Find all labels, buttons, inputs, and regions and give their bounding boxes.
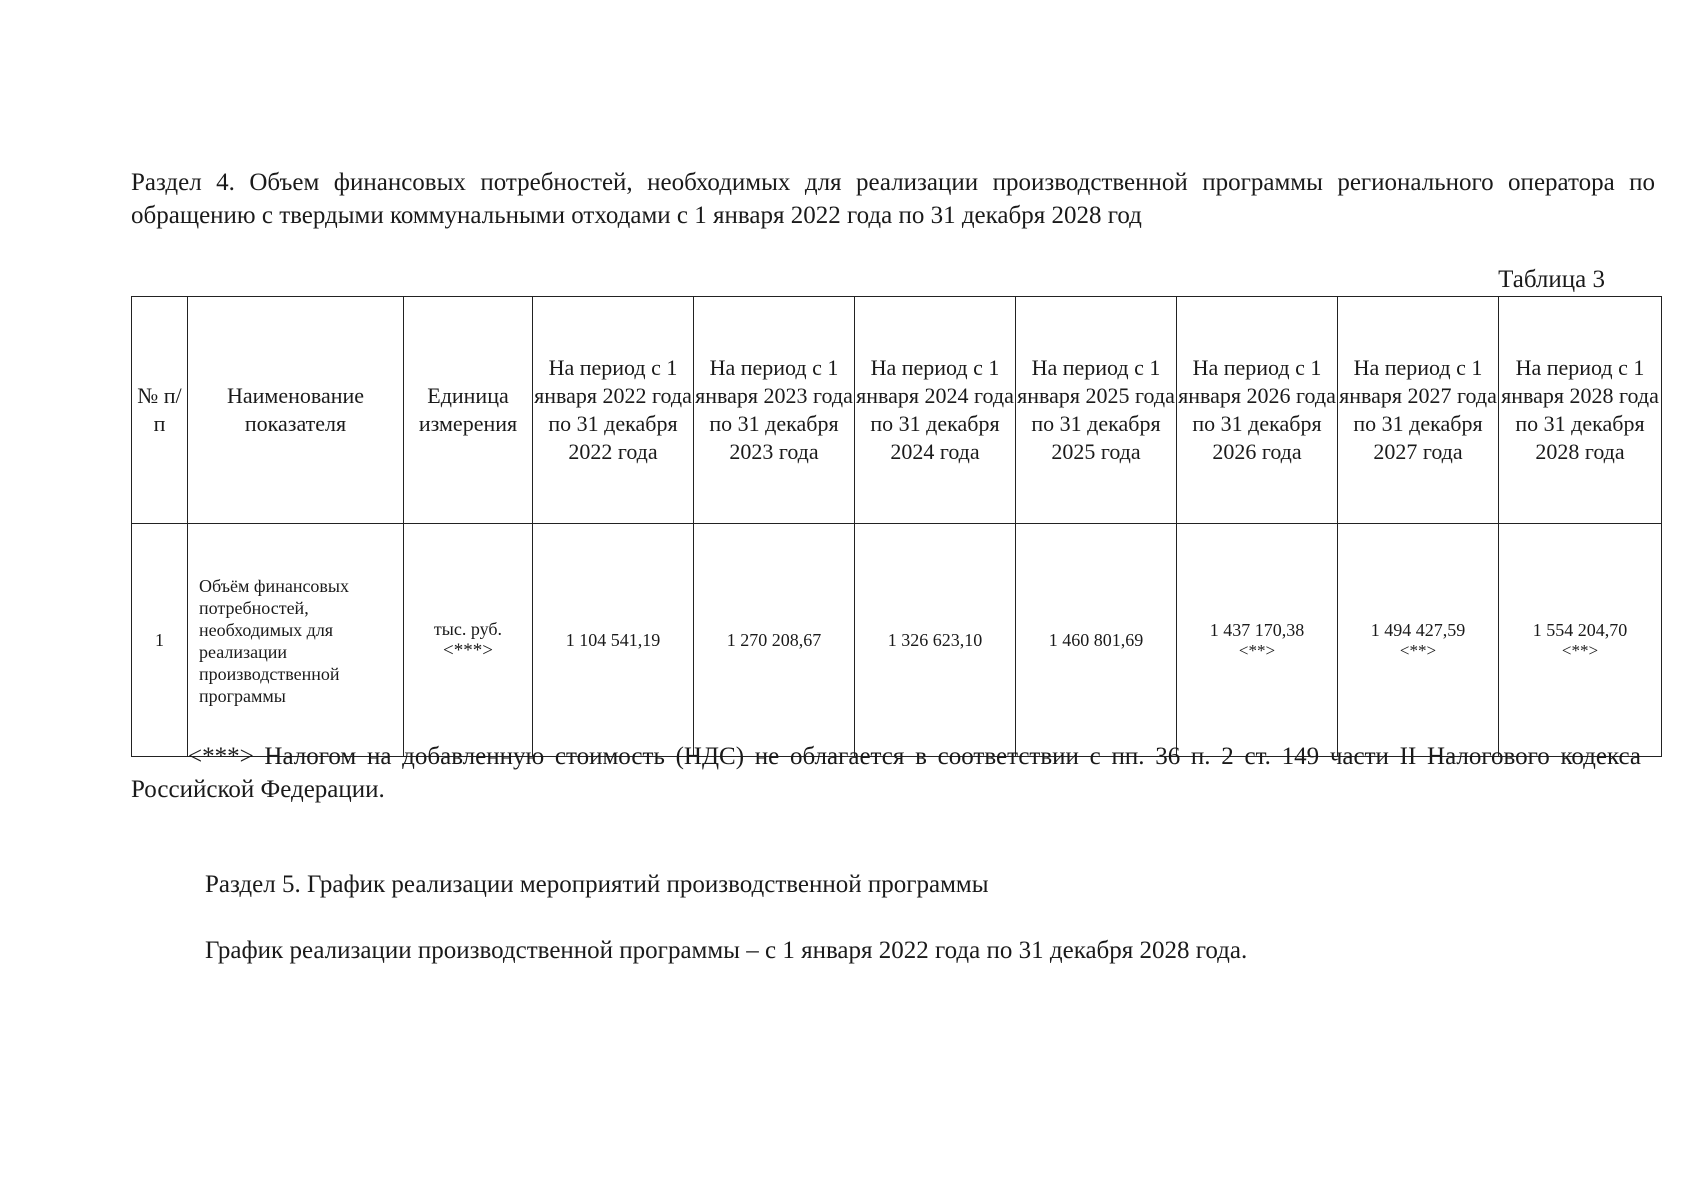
- value-2028: [1499, 524, 1662, 757]
- header-period-2027: На период с 1 января 2027 года по 31 декабря 2027 года: [1338, 297, 1499, 524]
- value-2027-amount: 1 494 427,59: [1370, 620, 1466, 640]
- value-2024: [855, 524, 1016, 757]
- value-2026: [1177, 524, 1338, 757]
- vat-footnote: <***> Налогом на добавленную стоимость (НДС) не облагается в соответствии с пп. 36 п. 2 ст. 149 части II Налогового кодекса Российской Федерации.: [131, 743, 1641, 803]
- header-unit: Единица измерения: [404, 297, 533, 524]
- value-2025-amount: 1 460 801,69: [1048, 630, 1144, 650]
- header-period-2022: На период с 1 января 2022 года по 31 декабря 2022 года: [533, 297, 694, 524]
- header-num: № п/п: [132, 297, 188, 524]
- row-unit: [404, 524, 533, 757]
- value-2026-amount: 1 437 170,38: [1209, 620, 1305, 640]
- header-period-2023: На период с 1 января 2023 года по 31 декабря 2023 года: [694, 297, 855, 524]
- table-caption: Таблица 3: [1498, 266, 1605, 293]
- row-name: Объём финансовых потребностей, необходимых для реализации производственной программы: [188, 524, 404, 757]
- value-2027-note: <**>: [1399, 641, 1437, 660]
- unit-note: <***>: [443, 640, 493, 661]
- section-5-text: График реализации производственной программы – с 1 января 2022 года по 31 декабря 2028 года.: [205, 937, 1248, 964]
- value-2024-amount: 1 326 623,10: [887, 630, 983, 650]
- header-name: Наименование показателя: [188, 297, 404, 524]
- value-2026-note: <**>: [1238, 641, 1276, 660]
- table-header-row: [132, 297, 1662, 524]
- section-5-heading: Раздел 5. График реализации мероприятий производственной программы: [205, 871, 989, 898]
- financial-needs-table: [131, 296, 1662, 757]
- value-2027: [1338, 524, 1499, 757]
- header-period-2026: На период с 1 января 2026 года по 31 декабря 2026 года: [1177, 297, 1338, 524]
- header-period-2028: На период с 1 января 2028 года по 31 декабря 2028 года: [1499, 297, 1662, 524]
- value-2028-note: <**>: [1561, 641, 1599, 660]
- value-2022-amount: 1 104 541,19: [565, 630, 661, 650]
- header-period-2025: На период с 1 января 2025 года по 31 декабря 2025 года: [1016, 297, 1177, 524]
- value-2023: [694, 524, 855, 757]
- value-2023-amount: 1 270 208,67: [726, 630, 822, 650]
- value-2022: [533, 524, 694, 757]
- section-4-heading: Раздел 4. Объем финансовых потребностей, необходимых для реализации производственной программы регионального оператора по обращению с твердыми коммунальными отходами с 1 января 2022 года по 31 декабря 2028 год: [131, 169, 1655, 229]
- header-period-2024: На период с 1 января 2024 года по 31 декабря 2024 года: [855, 297, 1016, 524]
- table-row: [132, 524, 1662, 757]
- row-num: 1: [132, 524, 188, 757]
- unit-label: тыс. руб.: [433, 619, 503, 639]
- value-2028-amount: 1 554 204,70: [1532, 620, 1628, 640]
- value-2025: [1016, 524, 1177, 757]
